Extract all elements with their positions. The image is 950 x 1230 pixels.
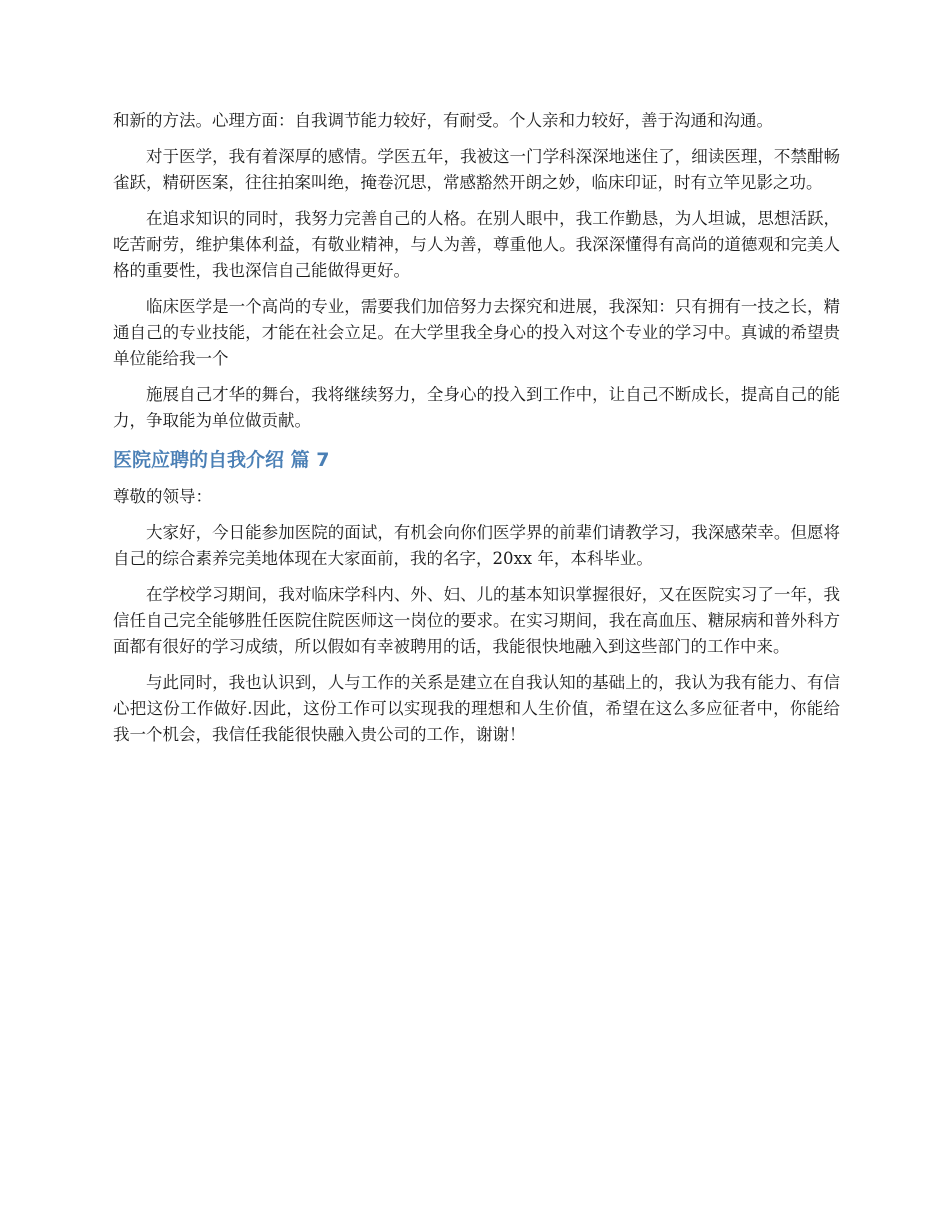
- paragraph: 对于医学，我有着深厚的感情。学医五年，我被这一门学科深深地迷住了，细读医理，不禁酣畅雀跃，精研医案，往往拍案叫绝，掩卷沉思，常感豁然开朗之妙，临床印证，时有立竿见影之功。: [113, 147, 840, 192]
- section-heading: 医院应聘的自我介绍 篇 7: [113, 449, 330, 471]
- paragraph: 临床医学是一个高尚的专业，需要我们加倍努力去探究和进展，我深知：只有拥有一技之长，精通自己的专业技能，才能在社会立足。在大学里我全身心的投入对这个专业的学习中。真诚的希望贵单位能给我一个: [113, 297, 840, 368]
- paragraph: 与此同时，我也认识到，人与工作的关系是建立在自我认知的基础上的，我认为我有能力、有信心把这份工作做好.因此，这份工作可以实现我的理想和人生价值，希望在这么多应征者中，你能给我一个机会，我信任我能很快融入贵公司的工作，谢谢！: [113, 673, 840, 744]
- paragraph: 大家好，今日能参加医院的面试，有机会向你们医学界的前辈们请教学习，我深感荣幸。但愿将自己的综合素养完美地体现在大家面前，我的名字，20xx 年，本科毕业。: [113, 523, 840, 568]
- paragraph: 在追求知识的同时，我努力完善自己的人格。在别人眼中，我工作勤恳，为人坦诚，思想活跃，吃苦耐劳，维护集体利益，有敬业精神，与人为善，尊重他人。我深深懂得有高尚的道德观和完美人格的重要性，我也深信自己能做得更好。: [113, 209, 840, 280]
- paragraph: 和新的方法。心理方面：自我调节能力较好，有耐受。个人亲和力较好，善于沟通和沟通。: [113, 111, 773, 130]
- salutation: 尊敬的领导：: [113, 487, 212, 506]
- paragraph: 施展自己才华的舞台，我将继续努力，全身心的投入到工作中，让自己不断成长，提高自己的能力，争取能为单位做贡献。: [113, 385, 840, 430]
- document-body: [113, 108, 840, 758]
- paragraph: 在学校学习期间，我对临床学科内、外、妇、儿的基本知识掌握很好，又在医院实习了一年，我信任自己完全能够胜任医院住院医师这一岗位的要求。在实习期间，我在高血压、糖尿病和普外科方面都有很好的学习成绩，所以假如有幸被聘用的话，我能很快地融入到这些部门的工作中来。: [113, 585, 840, 656]
